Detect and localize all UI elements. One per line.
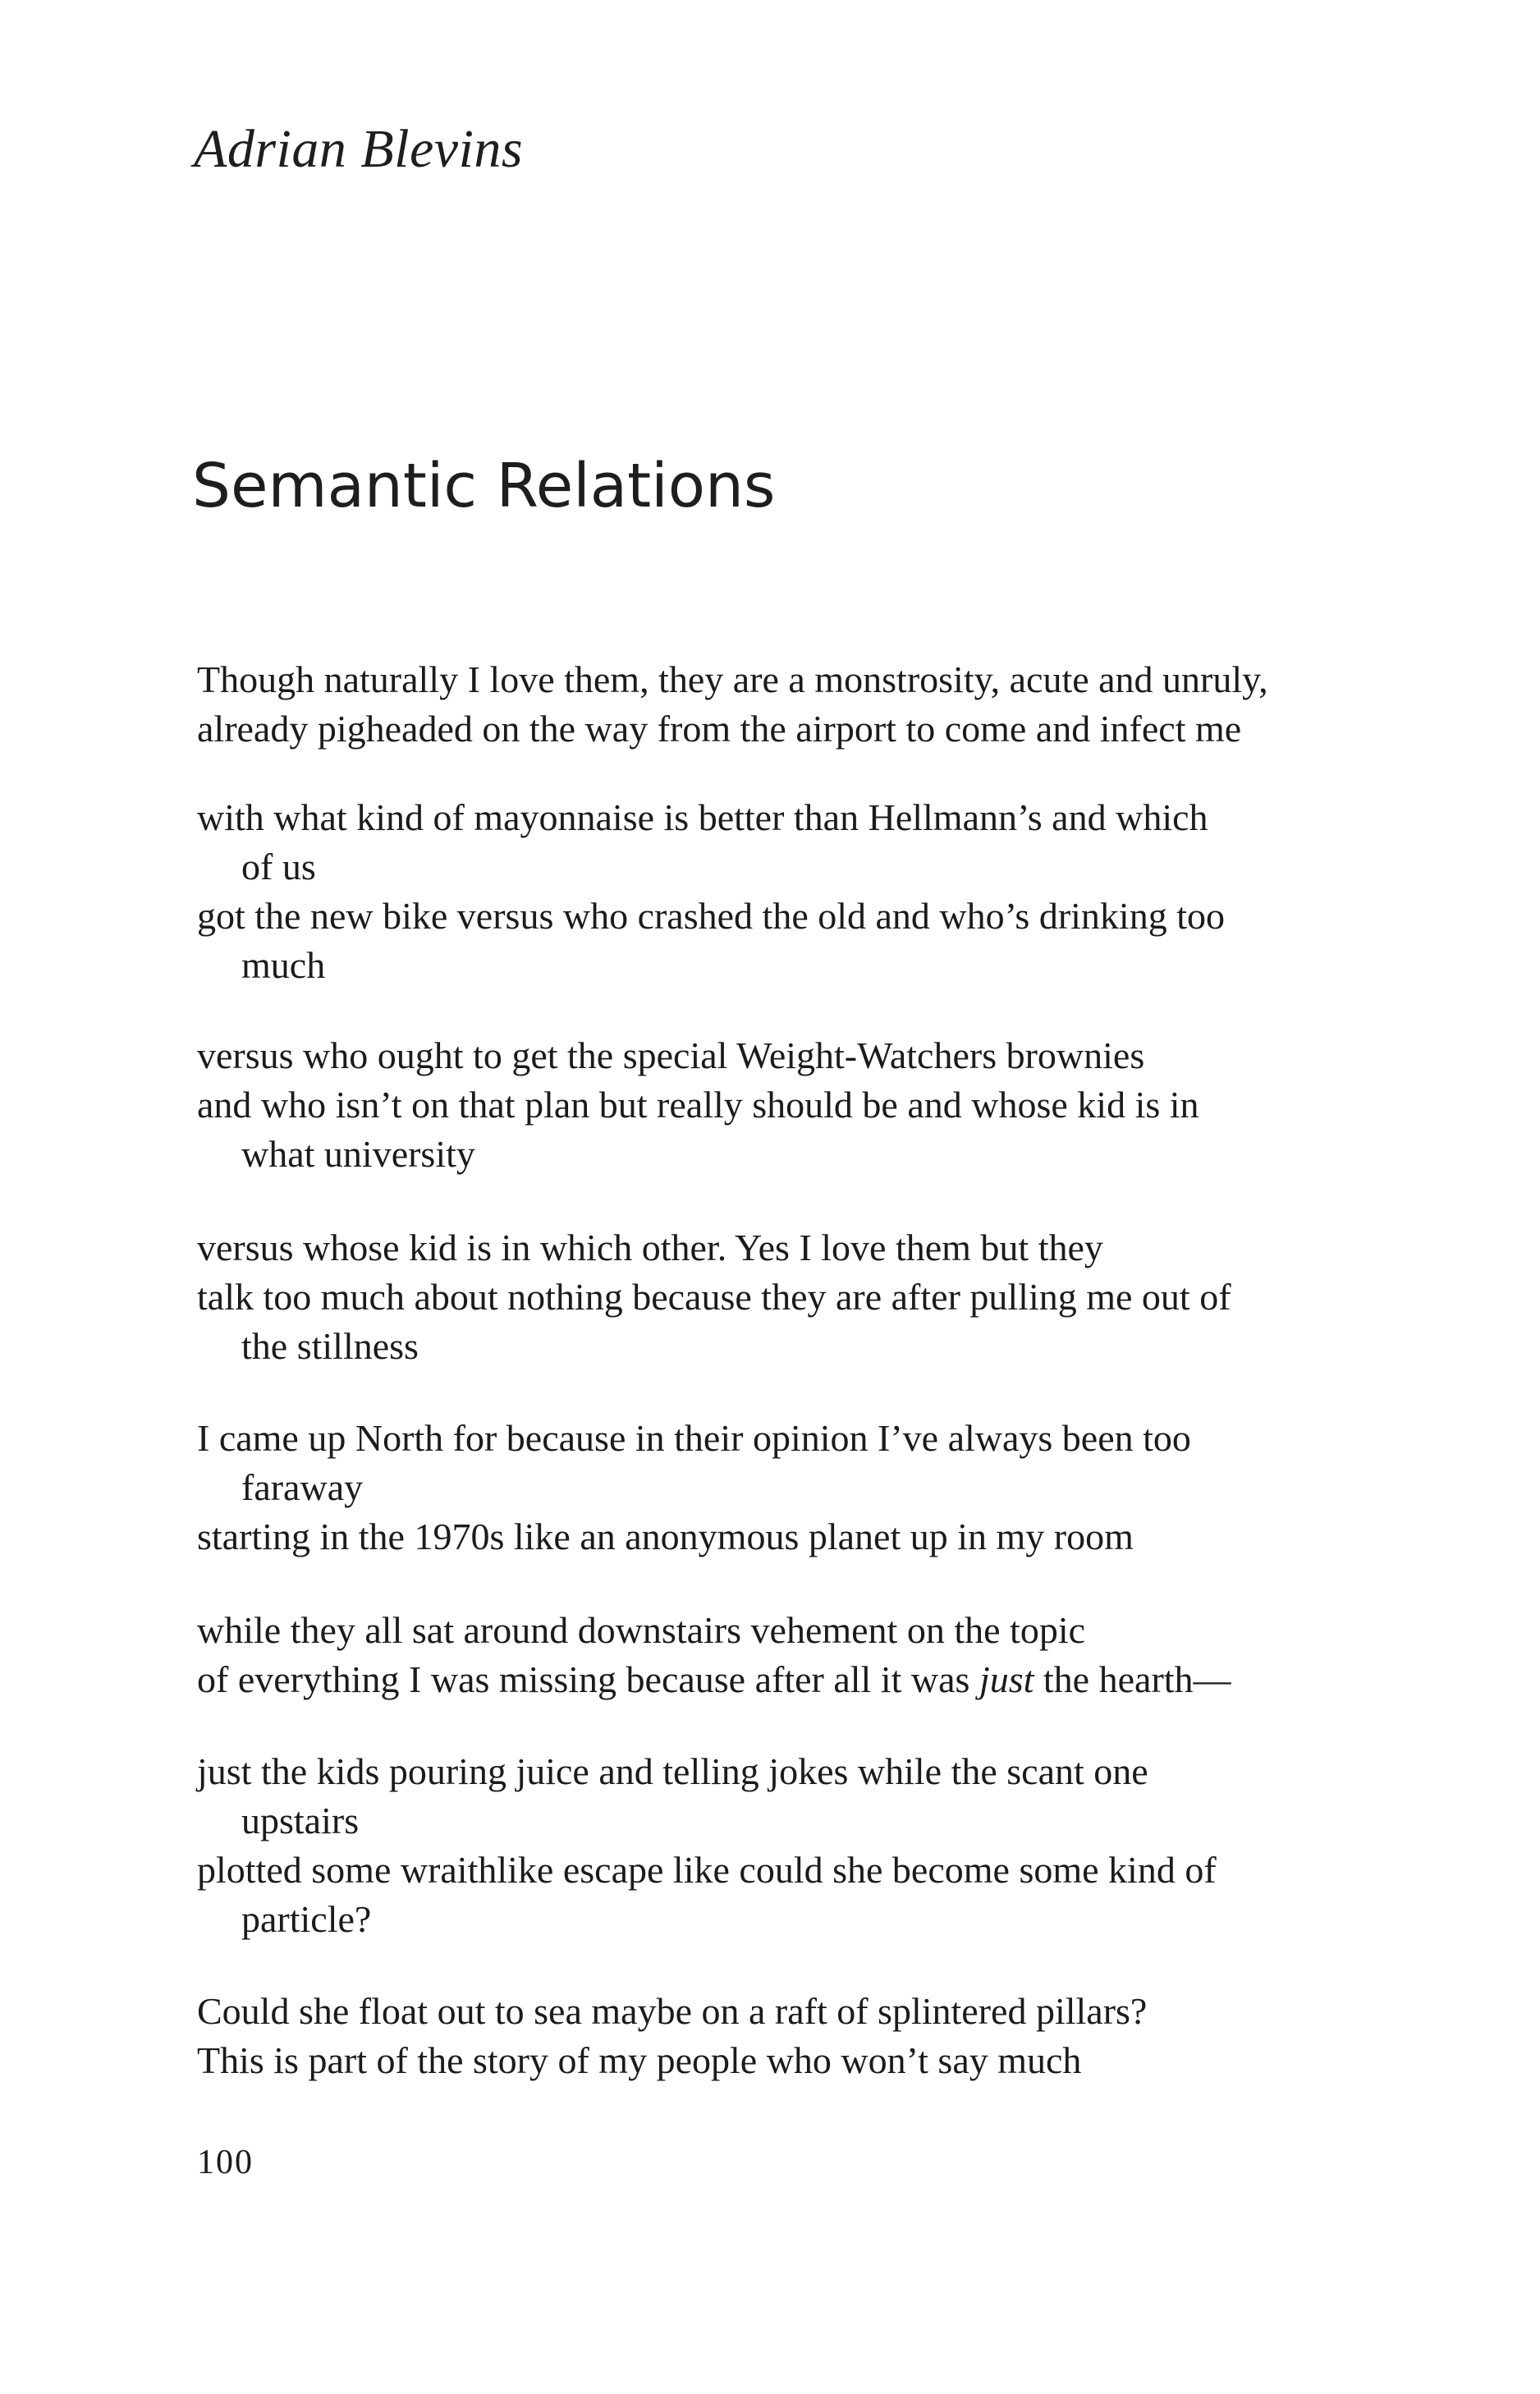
- line-text: of everything I was missing because after all it was: [197, 1658, 979, 1700]
- poem-line: I came up North for because in their opinion I’ve always been too: [197, 1417, 1191, 1459]
- poem-line: and who isn’t on that plan but really should be and whose kid is in: [197, 1084, 1199, 1126]
- poem-line: got the new bike versus who crashed the old and who’s drinking too: [197, 895, 1225, 937]
- poem-line-turnover: particle?: [241, 1898, 372, 1940]
- poem-line: starting in the 1970s like an anonymous planet up in my room: [197, 1516, 1134, 1557]
- poem-line: Could she float out to sea maybe on a raft of splintered pillars?: [197, 1990, 1148, 2032]
- poem-line-turnover: upstairs: [241, 1800, 360, 1841]
- italic-emphasis: just: [979, 1658, 1034, 1700]
- running-head-author: Adrian Blevins: [194, 119, 524, 179]
- poem-line-turnover: of us: [241, 846, 316, 887]
- poem-line-turnover: what university: [241, 1133, 475, 1175]
- page-number: 100: [197, 2144, 254, 2181]
- poem-line: This is part of the story of my people who won’t say much: [197, 2039, 1082, 2081]
- poem-line-turnover: faraway: [241, 1466, 364, 1508]
- poem-line: already pigheaded on the way from the airport to come and infect me: [197, 708, 1242, 750]
- poem-line: while they all sat around downstairs vehement on the topic: [197, 1609, 1086, 1651]
- poem-line: versus whose kid is in which other. Yes I love them but they: [197, 1227, 1103, 1268]
- poem-line: just the kids pouring juice and telling jokes while the scant one: [197, 1750, 1148, 1792]
- poem-line-turnover: the stillness: [241, 1325, 419, 1367]
- poem-line: Though naturally I love them, they are a monstrosity, acute and unruly,: [197, 658, 1268, 700]
- poem-line: with what kind of mayonnaise is better than Hellmann’s and which: [197, 796, 1208, 838]
- poem-title: Semantic Relations: [192, 451, 776, 521]
- poem-line-turnover: much: [241, 944, 326, 986]
- poem-line: talk too much about nothing because they are after pulling me out of: [197, 1276, 1231, 1318]
- poem-line: plotted some wraithlike escape like could she become some kind of: [197, 1849, 1217, 1891]
- line-text: the hearth—: [1034, 1658, 1231, 1700]
- poem-line: versus who ought to get the special Weight-Watchers brownies: [197, 1034, 1145, 1076]
- poem-line-with-italic: [197, 1655, 1231, 1704]
